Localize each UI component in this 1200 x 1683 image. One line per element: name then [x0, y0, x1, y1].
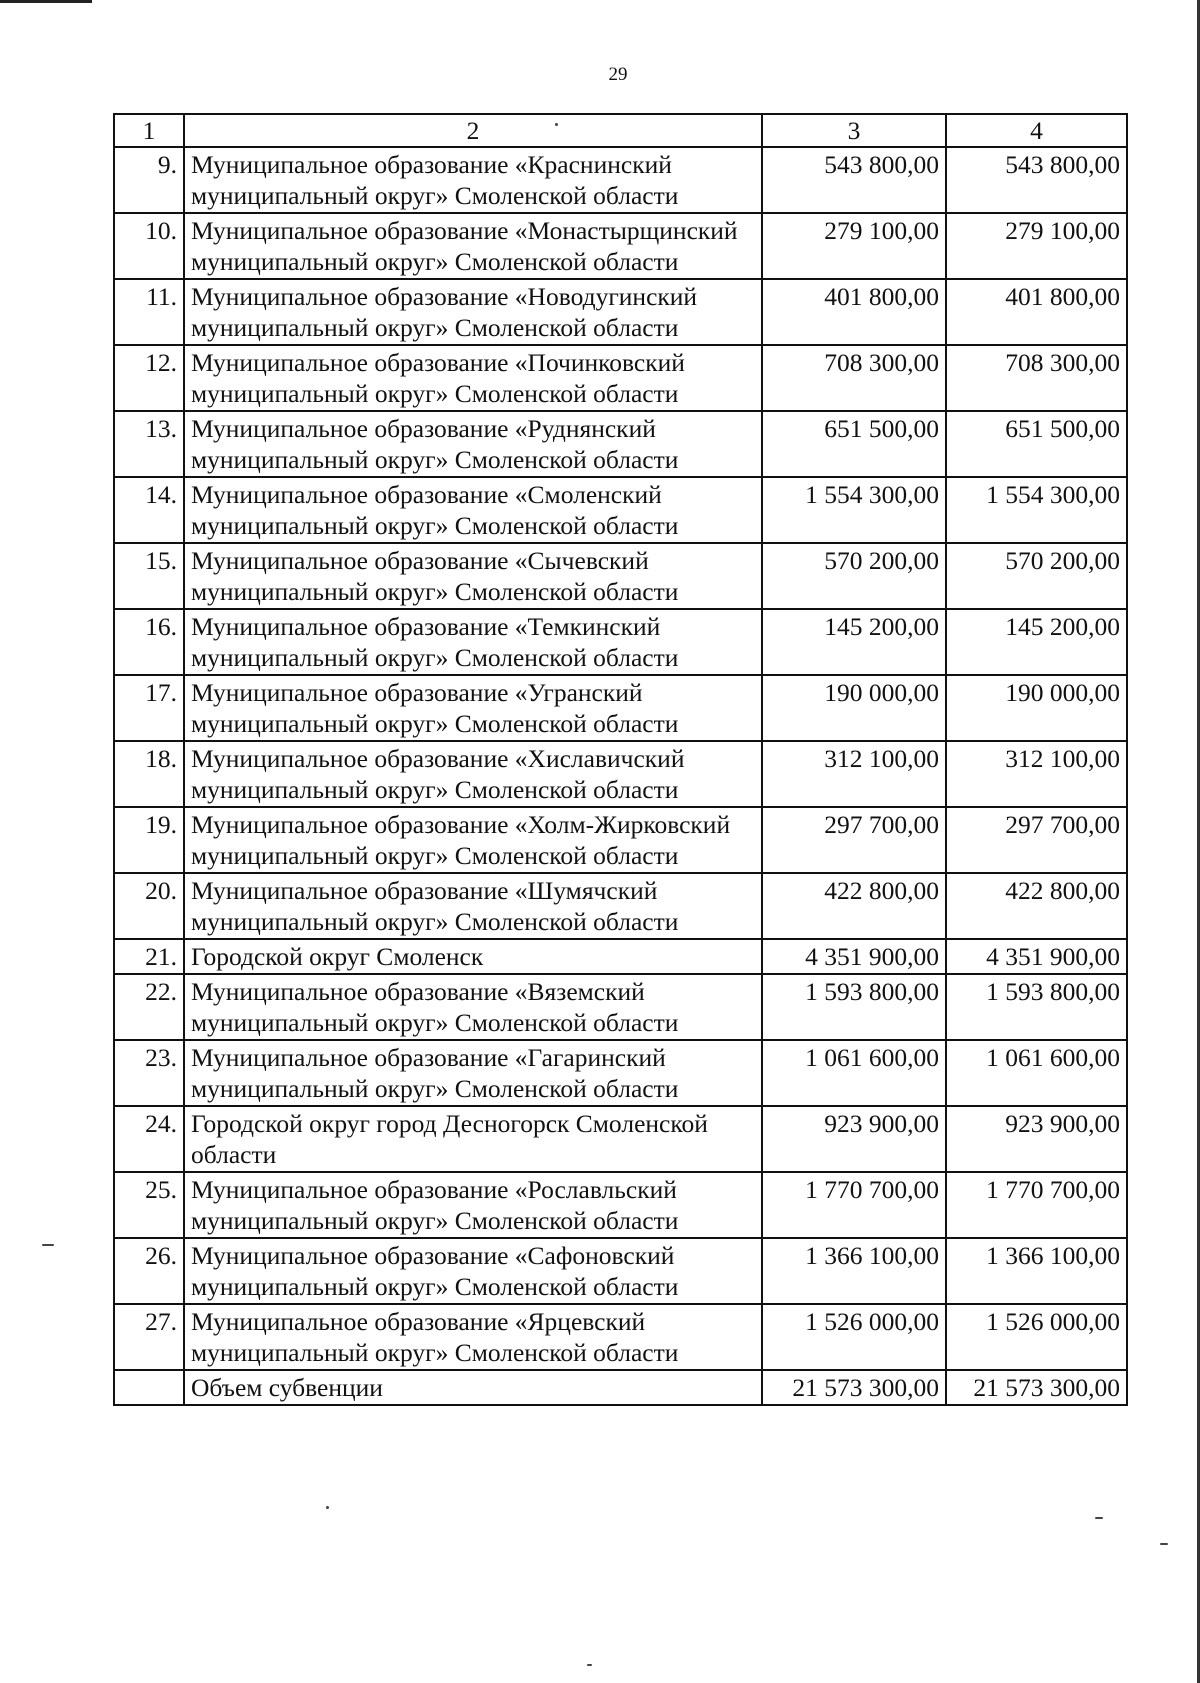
table-row: [114, 609, 1127, 675]
municipality-name: Муниципальное образование «Рославльский муниципальный округ» Смоленской области: [184, 1172, 762, 1238]
amount-col-4: 422 800,00: [946, 873, 1127, 939]
municipality-name: Муниципальное образование «Починковский муниципальный округ» Смоленской области: [184, 345, 762, 411]
amount-col-4: 1 061 600,00: [946, 1040, 1127, 1106]
amount-col-3: 570 200,00: [762, 543, 946, 609]
row-number: 24.: [114, 1106, 184, 1172]
municipality-name: Муниципальное образование «Угранский муниципальный округ» Смоленской области: [184, 675, 762, 741]
municipality-name: Муниципальное образование «Хиславичский муниципальный округ» Смоленской области: [184, 741, 762, 807]
municipality-name: Городской округ город Десногорск Смоленской области: [184, 1106, 762, 1172]
amount-col-3: 1 770 700,00: [762, 1172, 946, 1238]
scan-speck: [326, 1506, 329, 1509]
subvention-table: [113, 113, 1128, 1406]
amount-col-4: 1 593 800,00: [946, 974, 1127, 1040]
municipality-name: Муниципальное образование «Руднянский муниципальный округ» Смоленской области: [184, 411, 762, 477]
municipality-name: Муниципальное образование «Монастырщинский муниципальный округ» Смоленской области: [184, 213, 762, 279]
row-number: 26.: [114, 1238, 184, 1304]
row-number: 15.: [114, 543, 184, 609]
municipality-name: Муниципальное образование «Краснинский муниципальный округ» Смоленской области: [184, 147, 762, 213]
table-row: [114, 873, 1127, 939]
amount-col-3: 1 554 300,00: [762, 477, 946, 543]
amount-col-4: 708 300,00: [946, 345, 1127, 411]
row-number: 10.: [114, 213, 184, 279]
scan-speck: [555, 123, 558, 126]
amount-col-4: 1 526 000,00: [946, 1304, 1127, 1370]
amount-col-3: 279 100,00: [762, 213, 946, 279]
table-row: [114, 939, 1127, 974]
municipality-name: Муниципальное образование «Сычевский муниципальный округ» Смоленской области: [184, 543, 762, 609]
amount-col-4: 279 100,00: [946, 213, 1127, 279]
row-number: 17.: [114, 675, 184, 741]
table-row: [114, 1304, 1127, 1370]
amount-col-4: 4 351 900,00: [946, 939, 1127, 974]
amount-col-4: 570 200,00: [946, 543, 1127, 609]
amount-col-3: 145 200,00: [762, 609, 946, 675]
row-number: 12.: [114, 345, 184, 411]
row-number: 13.: [114, 411, 184, 477]
page-number: 29: [608, 64, 628, 85]
municipality-name: Муниципальное образование «Шумячский муниципальный округ» Смоленской области: [184, 873, 762, 939]
amount-col-3: 312 100,00: [762, 741, 946, 807]
table-row: [114, 213, 1127, 279]
total-amount-col-4: 21 573 300,00: [946, 1370, 1127, 1405]
amount-col-3: 651 500,00: [762, 411, 946, 477]
table-row: [114, 1172, 1127, 1238]
amount-col-4: 312 100,00: [946, 741, 1127, 807]
amount-col-4: 1 366 100,00: [946, 1238, 1127, 1304]
municipality-name: Муниципальное образование «Ярцевский муниципальный округ» Смоленской области: [184, 1304, 762, 1370]
row-number: 19.: [114, 807, 184, 873]
amount-col-4: 651 500,00: [946, 411, 1127, 477]
header-col-2: 2: [184, 114, 762, 147]
total-row: [114, 1370, 1127, 1405]
scan-speck: [1160, 1543, 1168, 1545]
amount-col-4: 145 200,00: [946, 609, 1127, 675]
amount-col-3: 708 300,00: [762, 345, 946, 411]
amount-col-4: 297 700,00: [946, 807, 1127, 873]
total-label: Объем субвенции: [184, 1370, 762, 1405]
amount-col-4: 401 800,00: [946, 279, 1127, 345]
amount-col-3: 1 593 800,00: [762, 974, 946, 1040]
table-row: [114, 741, 1127, 807]
table-row: [114, 411, 1127, 477]
municipality-name: Муниципальное образование «Сафоновский муниципальный округ» Смоленской области: [184, 1238, 762, 1304]
amount-col-3: 4 351 900,00: [762, 939, 946, 974]
table-header-row: [114, 114, 1127, 147]
row-number: 20.: [114, 873, 184, 939]
header-col-4: 4: [946, 114, 1127, 147]
table-row: [114, 279, 1127, 345]
municipality-name: Муниципальное образование «Холм-Жирковский муниципальный округ» Смоленской области: [184, 807, 762, 873]
row-number: 14.: [114, 477, 184, 543]
row-number: 18.: [114, 741, 184, 807]
header-col-1: 1: [114, 114, 184, 147]
scan-speck: [42, 1244, 54, 1246]
table-row: [114, 675, 1127, 741]
row-number: 23.: [114, 1040, 184, 1106]
amount-col-4: 923 900,00: [946, 1106, 1127, 1172]
amount-col-4: 1 770 700,00: [946, 1172, 1127, 1238]
municipality-name: Муниципальное образование «Гагаринский муниципальный округ» Смоленской области: [184, 1040, 762, 1106]
row-number: 22.: [114, 974, 184, 1040]
table-row: [114, 1040, 1127, 1106]
municipality-name: Городской округ Смоленск: [184, 939, 762, 974]
amount-col-3: 1 526 000,00: [762, 1304, 946, 1370]
row-number: 9.: [114, 147, 184, 213]
municipality-name: Муниципальное образование «Вяземский муниципальный округ» Смоленской области: [184, 974, 762, 1040]
row-number: 27.: [114, 1304, 184, 1370]
amount-col-3: 190 000,00: [762, 675, 946, 741]
table-row: [114, 345, 1127, 411]
scan-speck: [1095, 1517, 1103, 1519]
amount-col-3: 422 800,00: [762, 873, 946, 939]
table-row: [114, 1106, 1127, 1172]
scan-speck: [587, 1664, 592, 1666]
amount-col-3: 297 700,00: [762, 807, 946, 873]
amount-col-3: 543 800,00: [762, 147, 946, 213]
table-row: [114, 477, 1127, 543]
total-row-number: [114, 1370, 184, 1405]
table-row: [114, 974, 1127, 1040]
amount-col-3: 401 800,00: [762, 279, 946, 345]
municipality-name: Муниципальное образование «Темкинский муниципальный округ» Смоленской области: [184, 609, 762, 675]
total-amount-col-3: 21 573 300,00: [762, 1370, 946, 1405]
amount-col-3: 1 366 100,00: [762, 1238, 946, 1304]
row-number: 11.: [114, 279, 184, 345]
table-row: [114, 807, 1127, 873]
row-number: 21.: [114, 939, 184, 974]
amount-col-4: 543 800,00: [946, 147, 1127, 213]
amount-col-3: 1 061 600,00: [762, 1040, 946, 1106]
scan-artifact-line: [0, 0, 92, 3]
row-number: 25.: [114, 1172, 184, 1238]
row-number: 16.: [114, 609, 184, 675]
amount-col-4: 1 554 300,00: [946, 477, 1127, 543]
municipality-name: Муниципальное образование «Смоленский муниципальный округ» Смоленской области: [184, 477, 762, 543]
amount-col-4: 190 000,00: [946, 675, 1127, 741]
table-row: [114, 543, 1127, 609]
header-col-3: 3: [762, 114, 946, 147]
municipality-name: Муниципальное образование «Новодугинский муниципальный округ» Смоленской области: [184, 279, 762, 345]
table-row: [114, 147, 1127, 213]
table-row: [114, 1238, 1127, 1304]
amount-col-3: 923 900,00: [762, 1106, 946, 1172]
